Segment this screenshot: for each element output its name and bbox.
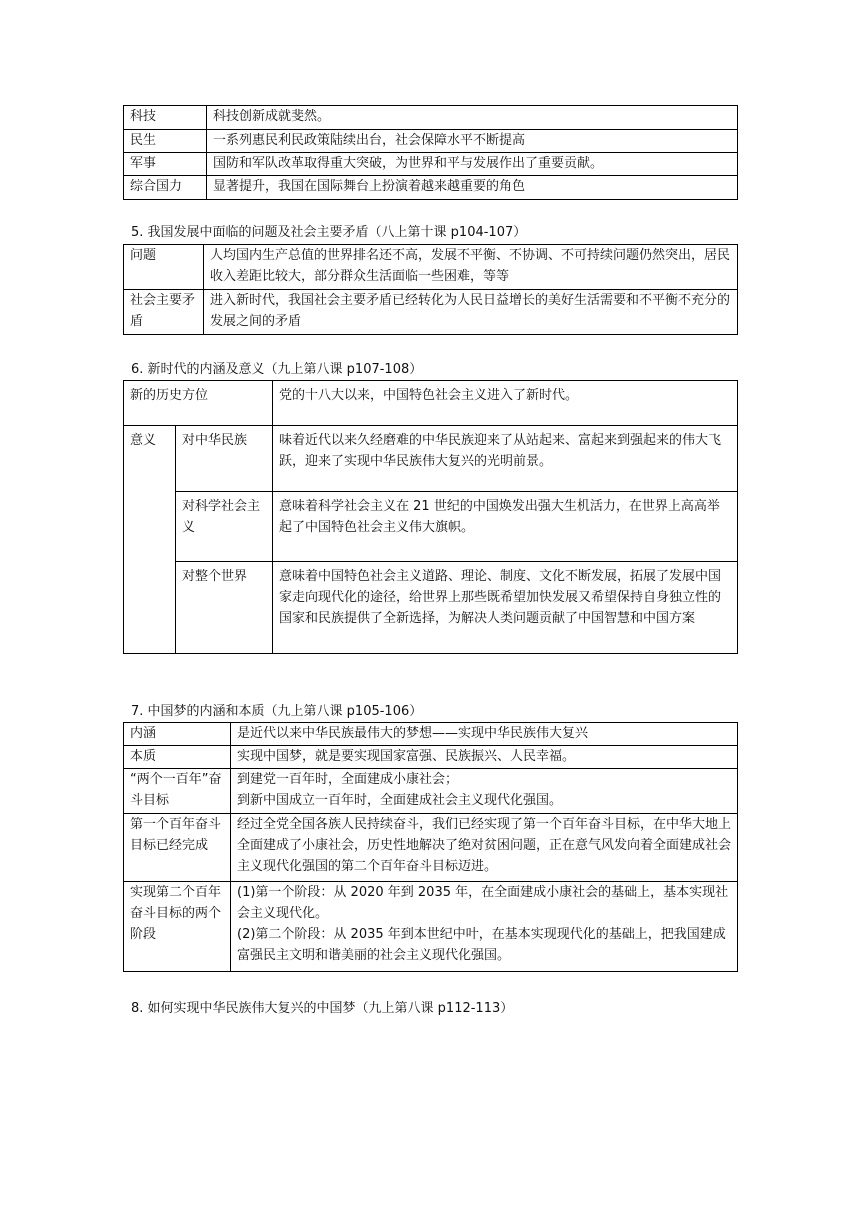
- table-row: [124, 106, 738, 130]
- row-value: 党的十八大以来，中国特色社会主义进入了新时代。: [273, 381, 738, 426]
- table-row: [124, 814, 738, 882]
- row-value: 科技创新成就斐然。: [207, 106, 738, 130]
- row-value: 味着近代以来久经磨难的中华民族迎来了从站起来、富起来到强起来的伟大飞跃，迎来了实现中华民族伟大复兴的光明前景。: [273, 426, 738, 492]
- table-row: [124, 381, 738, 426]
- row-key: 内涵: [124, 723, 231, 746]
- table-row: [124, 176, 738, 200]
- row-key: 本质: [124, 746, 231, 769]
- row-key: 综合国力: [124, 176, 207, 200]
- row-key: 对中华民族: [176, 426, 273, 492]
- row-value: 显著提升，我国在国际舞台上扮演着越来越重要的角色: [207, 176, 738, 200]
- row-value: 人均国内生产总值的世界排名还不高，发展不平衡、不协调、不可持续问题仍然突出，居民收入差距比较大，部分群众生活面临一些困难，等等: [204, 245, 738, 290]
- table-row: [124, 153, 738, 176]
- goal-line: 到建党一百年时，全面建成小康社会；: [237, 772, 459, 787]
- row-key: 对整个世界: [176, 562, 273, 654]
- row-key: 第一个百年奋斗目标已经完成: [124, 814, 231, 882]
- row-key: 对科学社会主义: [176, 492, 273, 562]
- stage-line: (2)第二个阶段：从 2035 年到本世纪中叶，在基本实现现代化的基础上，把我国建成富强民主文明和谐美丽的社会主义现代化强国。: [237, 927, 726, 963]
- table-row: [124, 723, 738, 746]
- table-section-7: [123, 722, 738, 972]
- row-key: 科技: [124, 106, 207, 130]
- row-key: “两个一百年”奋斗目标: [124, 769, 231, 814]
- table-row: [124, 290, 738, 335]
- table-row: [124, 882, 738, 972]
- section-8-title: 8. 如何实现中华民族伟大复兴的中国梦（九上第八课 p112-113）: [131, 1001, 514, 1016]
- row-value: 国防和军队改革取得重大突破，为世界和平与发展作出了重要贡献。: [207, 153, 738, 176]
- table-row: [124, 769, 738, 814]
- table-row: [124, 130, 738, 153]
- meaning-label: 意义: [124, 426, 176, 654]
- section-5-title: 5. 我国发展中面临的问题及社会主要矛盾（八上第十课 p104-107）: [131, 225, 527, 240]
- table-row: [124, 245, 738, 290]
- table-row: [124, 426, 738, 492]
- table-section-6: [123, 380, 738, 654]
- row-key: 社会主要矛盾: [124, 290, 204, 335]
- row-value: 一系列惠民利民政策陆续出台，社会保障水平不断提高: [207, 130, 738, 153]
- row-value: 意味着科学社会主义在 21 世纪的中国焕发出强大生机活力，在世界上高高举起了中国特色社会主义伟大旗帜。: [273, 492, 738, 562]
- row-key: 实现第二个百年奋斗目标的两个阶段: [124, 882, 231, 972]
- row-key: 新的历史方位: [124, 381, 273, 426]
- row-key: 民生: [124, 130, 207, 153]
- row-value: [231, 769, 738, 814]
- table-row: [124, 492, 738, 562]
- row-value: [231, 882, 738, 972]
- row-value: 经过全党全国各族人民持续奋斗，我们已经实现了第一个百年奋斗目标，在中华大地上全面建成了小康社会，历史性地解决了绝对贫困问题，正在意气风发向着全面建成社会主义现代化强国的第二个百年奋斗目标迈进。: [231, 814, 738, 882]
- table-achievements: [123, 105, 738, 200]
- section-7-title: 7. 中国梦的内涵和本质（九上第八课 p105-106）: [131, 704, 423, 719]
- row-key: 军事: [124, 153, 207, 176]
- row-value: 进入新时代，我国社会主要矛盾已经转化为人民日益增长的美好生活需要和不平衡不充分的发展之间的矛盾: [204, 290, 738, 335]
- row-value: 是近代以来中华民族最伟大的梦想——实现中华民族伟大复兴: [231, 723, 738, 746]
- goal-line: 到新中国成立一百年时，全面建成社会主义现代化强国。: [237, 793, 563, 808]
- row-value: 实现中国梦，就是要实现国家富强、民族振兴、人民幸福。: [231, 746, 738, 769]
- table-section-5: [123, 244, 738, 335]
- row-key: 问题: [124, 245, 204, 290]
- table-row: [124, 746, 738, 769]
- section-6-title: 6. 新时代的内涵及意义（九上第八课 p107-108）: [131, 362, 423, 377]
- table-row: [124, 562, 738, 654]
- row-value: 意味着中国特色社会主义道路、理论、制度、文化不断发展，拓展了发展中国家走向现代化的途径，给世界上那些既希望加快发展又希望保持自身独立性的国家和民族提供了全新选择，为解决人类问题贡献了中国智慧和中国方案: [273, 562, 738, 654]
- stage-line: (1)第一个阶段：从 2020 年到 2035 年，在全面建成小康社会的基础上，基本实现社会主义现代化。: [237, 885, 729, 921]
